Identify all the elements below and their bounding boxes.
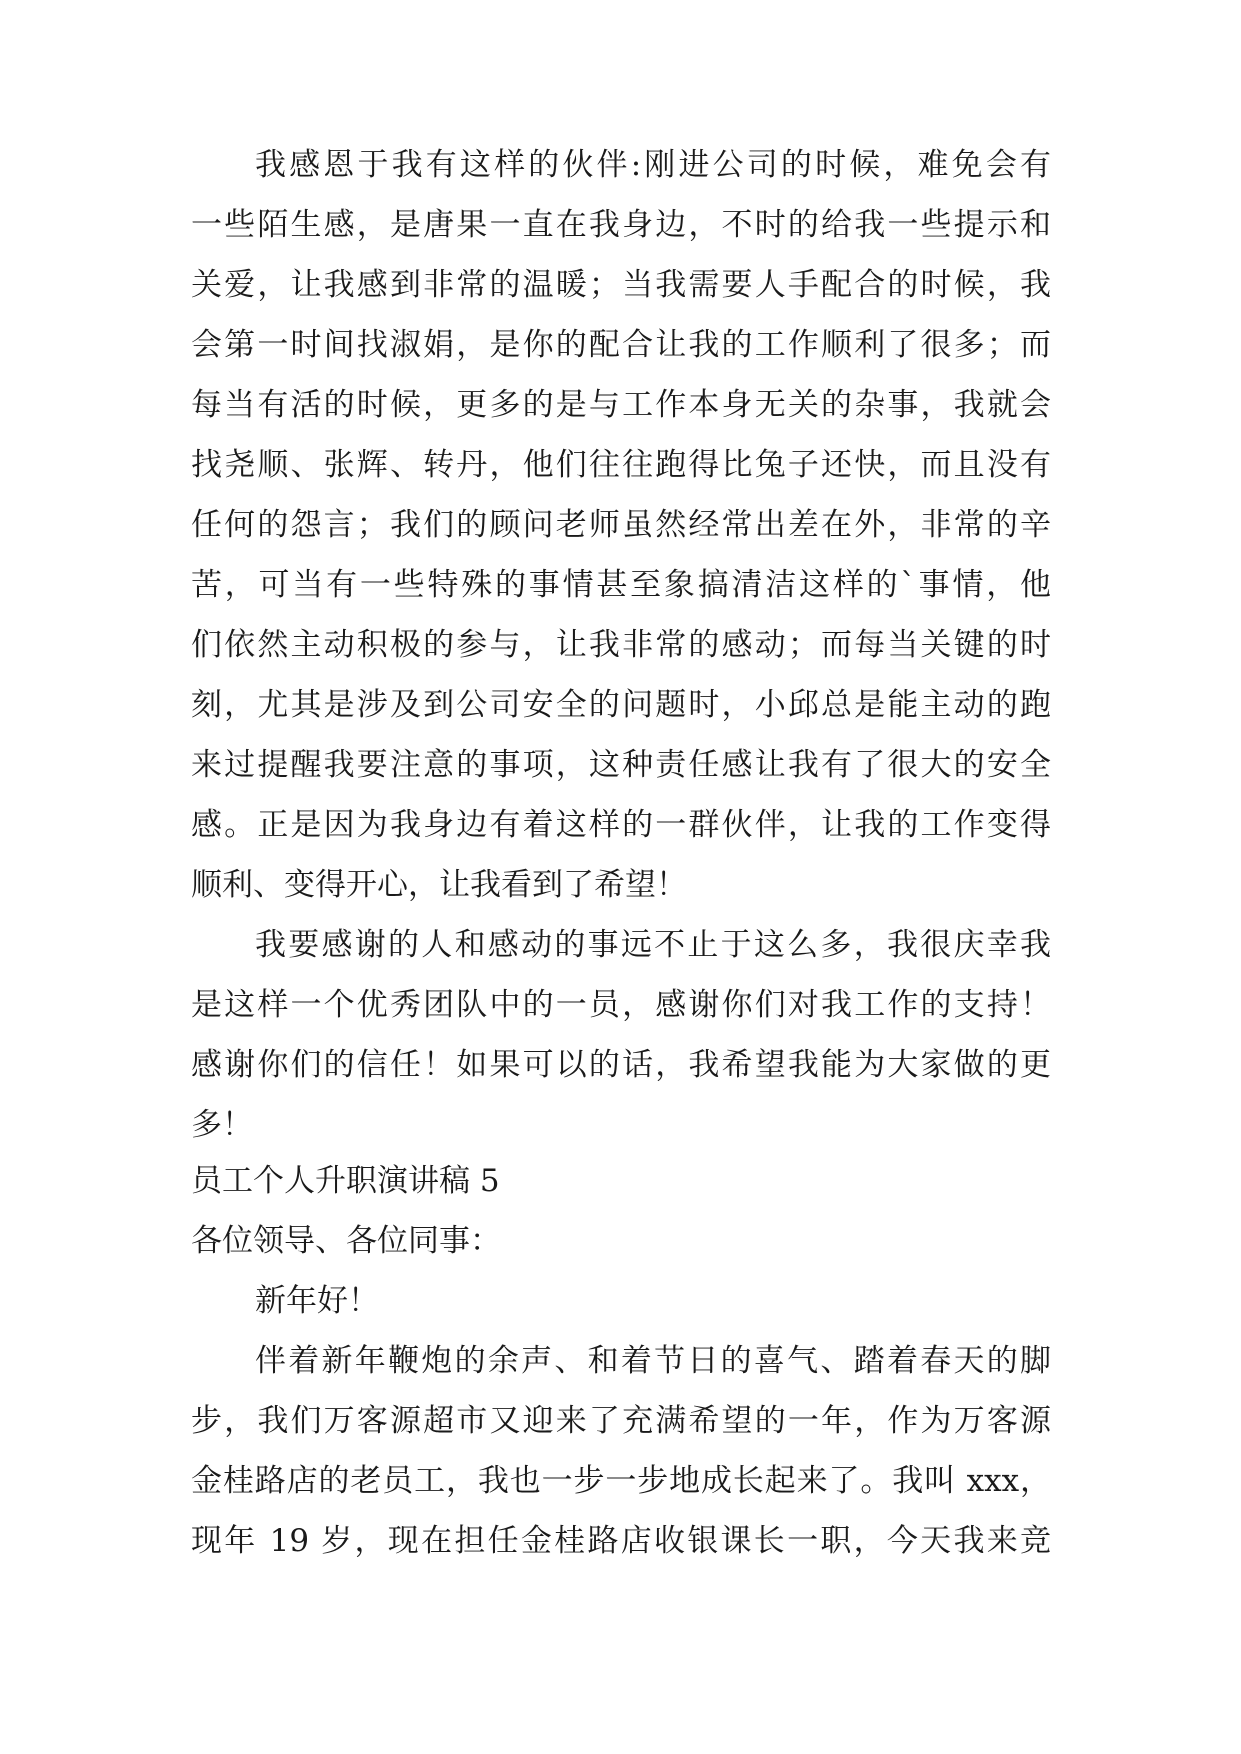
paragraph-1-line-10: 刻，尤其是涉及到公司安全的问题时，小邱总是能主动的跑 <box>191 687 1051 723</box>
paragraph-2-line-3: 感谢你们的信任！如果可以的话，我希望我能为大家做的更 <box>191 1047 1051 1083</box>
paragraph-1-line-11: 来过提醒我要注意的事项，这种责任感让我有了很大的安全 <box>191 747 1051 783</box>
paragraph-3-line-1: 伴着新年鞭炮的余声、和着节日的喜气、踏着春天的脚 <box>255 1343 1051 1379</box>
paragraph-1-line-7: 任何的怨言；我们的顾问老师虽然经常出差在外，非常的辛 <box>191 507 1051 543</box>
paragraph-1-line-1: 我感恩于我有这样的伙伴:刚进公司的时候，难免会有 <box>255 147 1051 183</box>
paragraph-1-line-12: 感。正是因为我身边有着这样的一群伙伴，让我的工作变得 <box>191 807 1051 843</box>
section-title: 员工个人升职演讲稿 5 <box>191 1163 500 1199</box>
greeting: 新年好！ <box>255 1283 379 1319</box>
salutation: 各位领导、各位同事： <box>191 1223 501 1259</box>
paragraph-1-line-3: 关爱，让我感到非常的温暖；当我需要人手配合的时候，我 <box>191 267 1051 303</box>
paragraph-3-line-4: 现年 19 岁，现在担任金桂路店收银课长一职，今天我来竞 <box>191 1523 1051 1559</box>
paragraph-1-line-6: 找尧顺、张辉、转丹，他们往往跑得比兔子还快，而且没有 <box>191 447 1051 483</box>
paragraph-1-line-5: 每当有活的时候，更多的是与工作本身无关的杂事，我就会 <box>191 387 1051 423</box>
paragraph-1-line-13: 顺利、变得开心，让我看到了希望！ <box>191 867 687 903</box>
paragraph-3-line-3: 金桂路店的老员工，我也一步一步地成长起来了。我叫 xxx， <box>191 1463 1051 1499</box>
paragraph-1-line-2: 一些陌生感，是唐果一直在我身边，不时的给我一些提示和 <box>191 207 1051 243</box>
paragraph-1-line-8: 苦，可当有一些特殊的事情甚至象搞清洁这样的`事情，他 <box>191 567 1051 603</box>
paragraph-2-line-1: 我要感谢的人和感动的事远不止于这么多，我很庆幸我 <box>255 927 1051 963</box>
paragraph-2-line-4: 多！ <box>191 1107 253 1143</box>
paragraph-2-line-2: 是这样一个优秀团队中的一员，感谢你们对我工作的支持！ <box>191 987 1051 1023</box>
paragraph-1-line-9: 们依然主动积极的参与，让我非常的感动；而每当关键的时 <box>191 627 1051 663</box>
paragraph-3-line-2: 步，我们万客源超市又迎来了充满希望的一年，作为万客源 <box>191 1403 1051 1439</box>
paragraph-1-line-4: 会第一时间找淑娟，是你的配合让我的工作顺利了很多；而 <box>191 327 1051 363</box>
